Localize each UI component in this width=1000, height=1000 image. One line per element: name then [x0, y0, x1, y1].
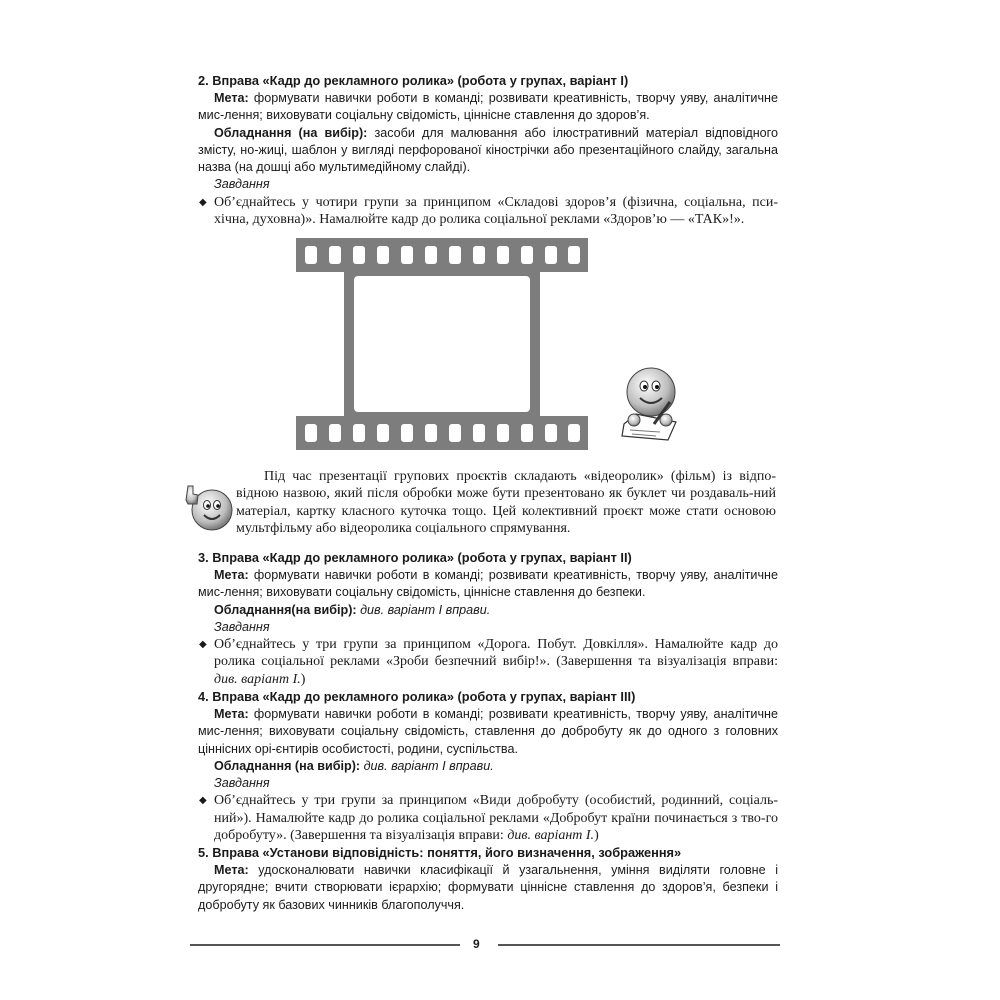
section-4-equipment: Обладнання (на вибір): див. варіант І вправи.	[214, 758, 494, 773]
section-4-heading: 4. Вправа «Кадр до рекламного ролика» (робота у групах, варіант ІІІ)	[198, 689, 636, 704]
page-footer	[190, 937, 780, 953]
diamond-bullet-icon: ◆	[199, 795, 207, 807]
section-3	[198, 547, 778, 688]
section-2-task: ◆ Об’єднайтесь у чотири групи за принципом «Складові здоров’я (фізична, соціальна, пси-хічна, духовна)». Намалюйте кадр до ролика соціальної реклами «Здоров’ю — «ТАК»!».	[199, 194, 778, 228]
section-2-equipment: Обладнання (на вибір): засоби для малювання або ілюстративний матеріал відповідного змісту, но-жиці, шаблон у вигляді перфорованої кінострічки або презентаційного слайду, загальна назва (на дошці або мультимедійному слайді).	[198, 125, 778, 175]
section-4-task-label: Завдання	[214, 776, 270, 791]
section-5-heading: 5. Вправа «Установи відповідність: поняття, його визначення, зображення»	[198, 845, 682, 860]
section-3-heading: 3. Вправа «Кадр до рекламного ролика» (робота у групах, варіант ІІ)	[198, 550, 632, 565]
footer-rule-right	[498, 944, 780, 946]
section-5-goal: Мета: удосконалювати навички класифікації й узагальнення, уміння виділяти головне і другорядне; вчити створювати ієрархію; формувати ціннісне ставлення до здоров’я, безпеки і добробуту як базових чинників благополуччя.	[198, 863, 778, 912]
section-4-task: ◆ Об’єднайтесь у три групи за принципом «Види добробуту (особистий, родинний, соціаль-ний»). Намалюйте кадр до ролика соціальної реклами «Добробут країни починається з тво-го добробуту». (Завершення та візуалізація вправи: див. варіант І.)	[199, 793, 778, 844]
diamond-bullet-icon: ◆	[199, 196, 207, 208]
section-2	[198, 70, 778, 228]
section-3-task: ◆ Об’єднайтесь у три групи за принципом «Дорога. Побут. Довкілля». Намалюйте кадр до ролика соціальної реклами «Зроби безпечний вибір!». (Завершення та візуалізація вправи: див. варіант І.)	[199, 637, 778, 687]
smiley-thumbs-up-icon	[182, 478, 236, 534]
smiley-writing-icon	[616, 364, 686, 444]
section-4-goal: Мета: формувати навички роботи в команді; розвивати креативність, творчу уяву, аналітичне мис-лення; виховувати соціальну свідомість, ставлення до добробуту як до одного з головних ціннісних орі-єнтирів особистості, родини, суспільства.	[198, 707, 778, 756]
section-3-goal: Мета: формувати навички роботи в команді; розвивати креативність, творчу уяву, аналітичне мис-лення; виховувати соціальну свідомість, ціннісне ставлення до безпеки.	[198, 568, 778, 600]
section-2-heading: 2. Вправа «Кадр до рекламного ролика» (робота у групах, варіант І)	[198, 73, 629, 88]
section-3-equipment: Обладнання(на вибір): див. варіант І вправи.	[214, 602, 491, 617]
page-number: 9	[473, 937, 480, 951]
footer-rule-left	[190, 944, 460, 946]
diamond-bullet-icon: ◆	[199, 639, 207, 651]
section-4	[198, 686, 778, 844]
section-2-task-label: Завдання	[214, 177, 270, 192]
presentation-note: Під час презентації групових проєктів складають «відеоролик» (фільм) із відпо-відною назвою, який після обробки може бути презентовано як буклет чи роздаваль-ний матеріал, картку класного куточка тощо. Цей колективний проєкт може стати основою мультфільму або відеоролика соціального спрямування.	[236, 469, 776, 536]
section-3-task-label: Завдання	[214, 619, 270, 634]
section-5	[198, 842, 778, 914]
section-2-goal: Мета: формувати навички роботи в команді; розвивати креативність, творчу уяву, аналітичне мис-лення; виховувати соціальну свідомість, ціннісне ставлення до здоров’я.	[198, 91, 778, 123]
film-strip-icon	[296, 238, 588, 450]
